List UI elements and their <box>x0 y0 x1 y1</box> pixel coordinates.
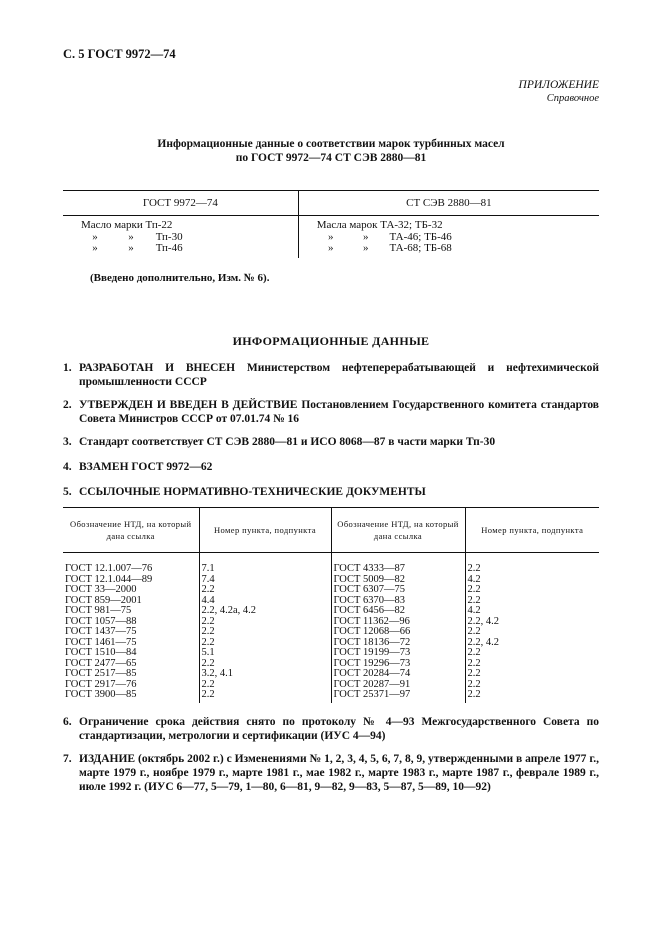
refs-point-b: 4.2 <box>467 605 481 616</box>
appendix-label <box>519 78 599 106</box>
refs-doc-a: ГОСТ 981—75 <box>63 606 199 617</box>
col-header-gost: ГОСТ 9972—74 <box>63 191 298 216</box>
refs-doc-a: ГОСТ 2517—85 <box>63 669 199 680</box>
refs-doc-a: ГОСТ 2917—76 <box>63 680 199 691</box>
refs-point-b: 2.2 <box>467 563 481 574</box>
gost-grade-row: » » Тп-46 <box>92 242 183 254</box>
refs-doc-a: ГОСТ 859—2001 <box>63 596 199 607</box>
col-header-st-sev: СТ СЭВ 2880—81 <box>298 191 599 216</box>
refs-doc-b: ГОСТ 18136—72 <box>331 638 465 649</box>
refs-row <box>63 680 599 691</box>
refs-doc-b: ГОСТ 20287—91 <box>331 680 465 691</box>
refs-doc-b: ГОСТ 6370—83 <box>331 596 465 607</box>
refs-point-a: 2.2 <box>199 617 331 628</box>
gost-grade-row: Масло марки Тп-22 <box>81 219 173 231</box>
refs-point-a: 2.2, 4.2а, 4.2 <box>199 606 331 617</box>
refs-doc-b: ГОСТ 20284—74 <box>331 669 465 680</box>
refs-point-b: 2.2 <box>467 689 481 700</box>
correspondence-title-line2: по ГОСТ 9972—74 СТ СЭВ 2880—81 <box>235 152 427 164</box>
refs-point-b: 4.2 <box>467 573 481 585</box>
refs-body <box>63 553 599 703</box>
refs-point-a: 2.2 <box>199 627 331 638</box>
refs-point-a: 5.1 <box>199 648 331 659</box>
refs-point-b: 2.2 <box>467 668 481 679</box>
refs-row <box>63 669 599 680</box>
info-section-title: ИНФОРМАЦИОННЫЕ ДАННЫЕ <box>232 334 430 348</box>
refs-row <box>63 638 599 649</box>
refs-point-b: 2.2 <box>467 626 481 637</box>
refs-doc-b: ГОСТ 4333—87 <box>331 553 465 575</box>
refs-doc-a: ГОСТ 1510—84 <box>63 648 199 659</box>
refs-row <box>63 690 599 703</box>
refs-row <box>63 617 599 628</box>
gost-grade-row: » » Тп-30 <box>92 230 183 243</box>
st-sev-grade-row: Масла марок ТА-32; ТБ-32 <box>316 219 443 231</box>
refs-header-point: Номер пункта, подпункта <box>199 508 331 553</box>
refs-doc-a: ГОСТ 33—2000 <box>63 585 199 596</box>
st-sev-grade-row: » » ТА-68; ТБ-68 <box>328 242 452 254</box>
info-item-2: 2. УТВЕРЖДЕН И ВВЕДЕН В ДЕЙСТВИЕ Постановлением Государственного комитета стандартов Совета Министров СССР от 07.01.74 № 16 <box>63 399 599 425</box>
refs-point-b: 2.2 <box>467 647 481 658</box>
refs-row <box>63 659 599 670</box>
refs-doc-a: ГОСТ 12.1.044—89 <box>63 575 199 586</box>
info-item-5: 5. ССЫЛОЧНЫЕ НОРМАТИВНО-ТЕХНИЧЕСКИЕ ДОКУМЕНТЫ <box>63 486 426 498</box>
refs-row <box>63 575 599 586</box>
refs-point-a: 7.1 <box>199 553 331 575</box>
refs-header-doc: Обозначение НТД, на который дана ссылка <box>63 508 199 553</box>
refs-point-b: 2.2 <box>467 584 481 595</box>
st-sev-grade-row: » » ТА-46; ТБ-46 <box>328 230 452 243</box>
refs-row <box>63 627 599 638</box>
refs-point-a: 2.2 <box>199 690 331 703</box>
refs-header-doc: Обозначение НТД, на который дана ссылка <box>331 508 465 553</box>
refs-doc-a: ГОСТ 1461—75 <box>63 638 199 649</box>
refs-doc-b: ГОСТ 11362—96 <box>331 617 465 628</box>
st-sev-grades-cell <box>298 216 599 259</box>
refs-point-a: 7.4 <box>199 575 331 586</box>
refs-point-a: 2.2 <box>199 659 331 670</box>
amendment-note: (Введено дополнительно, Изм. № 6). <box>90 272 270 284</box>
refs-point-b: 2.2, 4.2 <box>467 615 499 627</box>
refs-point-b: 2.2 <box>467 678 481 690</box>
info-item-6: 6. Ограничение срока действия снято по протоколу № 4—93 Межгосударственного Совета по стандартизации, метрологии и сертификации (ИУС 4—94) <box>63 716 599 742</box>
refs-doc-b: ГОСТ 5009—82 <box>331 575 465 586</box>
refs-point-a: 3.2, 4.1 <box>199 669 331 680</box>
refs-row <box>63 606 599 617</box>
refs-point-a: 2.2 <box>199 585 331 596</box>
appendix-title: ПРИЛОЖЕНИЕ <box>518 79 599 91</box>
refs-doc-b: ГОСТ 6307—75 <box>331 585 465 596</box>
refs-row <box>63 596 599 607</box>
info-item-4: 4. ВЗАМЕН ГОСТ 9972—62 <box>63 461 213 473</box>
page-header: С. 5 ГОСТ 9972—74 <box>63 47 176 61</box>
refs-point-b: 2.2 <box>467 657 481 669</box>
refs-point-a: 4.4 <box>199 596 331 607</box>
refs-doc-a: ГОСТ 2477—65 <box>63 659 199 670</box>
refs-doc-b: ГОСТ 19199—73 <box>331 648 465 659</box>
refs-row <box>63 553 599 575</box>
refs-header-point: Номер пункта, подпункта <box>465 508 599 553</box>
refs-doc-b: ГОСТ 25371—97 <box>331 690 465 703</box>
correspondence-title <box>63 137 599 165</box>
info-item-7: 7. ИЗДАНИЕ (октябрь 2002 г.) с Изменениями № 1, 2, 3, 4, 5, 6, 7, 8, 9, утвержденными в апреле 1977 г., марте 1979 г., ноябре 1979 г., марте 1981 г., мае 1982 г., марте 1983 г., марте 1987 г., феврале 1989 г., июле 1992 г. (ИУС 6—77, 5—79, 1—80, 6—81, 9—82, 9—83, 5—87, 5—89, 10—92) <box>63 753 599 793</box>
gost-grades-cell <box>63 216 298 259</box>
refs-row <box>63 648 599 659</box>
appendix-subtitle: Справочное <box>546 93 599 104</box>
refs-doc-b: ГОСТ 19296—73 <box>331 659 465 670</box>
refs-doc-a: ГОСТ 12.1.007—76 <box>63 553 199 575</box>
refs-point-a: 2.2 <box>199 680 331 691</box>
references-table <box>63 507 599 703</box>
refs-doc-a: ГОСТ 3900—85 <box>63 690 199 703</box>
refs-doc-b: ГОСТ 6456—82 <box>331 606 465 617</box>
refs-doc-b: ГОСТ 12068—66 <box>331 627 465 638</box>
correspondence-title-line1: Информационные данные о соответствии марок турбинных масел <box>157 138 505 150</box>
info-item-3: 3. Стандарт соответствует СТ СЭВ 2880—81 и ИСО 8068—87 в части марки Тп-30 <box>63 436 496 448</box>
refs-point-b: 2.2 <box>467 594 481 606</box>
refs-row <box>63 585 599 596</box>
refs-point-a: 2.2 <box>199 638 331 649</box>
info-item-1: 1. РАЗРАБОТАН И ВНЕСЕН Министерством нефтеперерабатывающей и нефтехимической промышленности СССР <box>63 362 599 388</box>
refs-doc-a: ГОСТ 1057—88 <box>63 617 199 628</box>
correspondence-table <box>63 190 599 258</box>
refs-point-b: 2.2, 4.2 <box>467 636 499 648</box>
refs-doc-a: ГОСТ 1437—75 <box>63 627 199 638</box>
